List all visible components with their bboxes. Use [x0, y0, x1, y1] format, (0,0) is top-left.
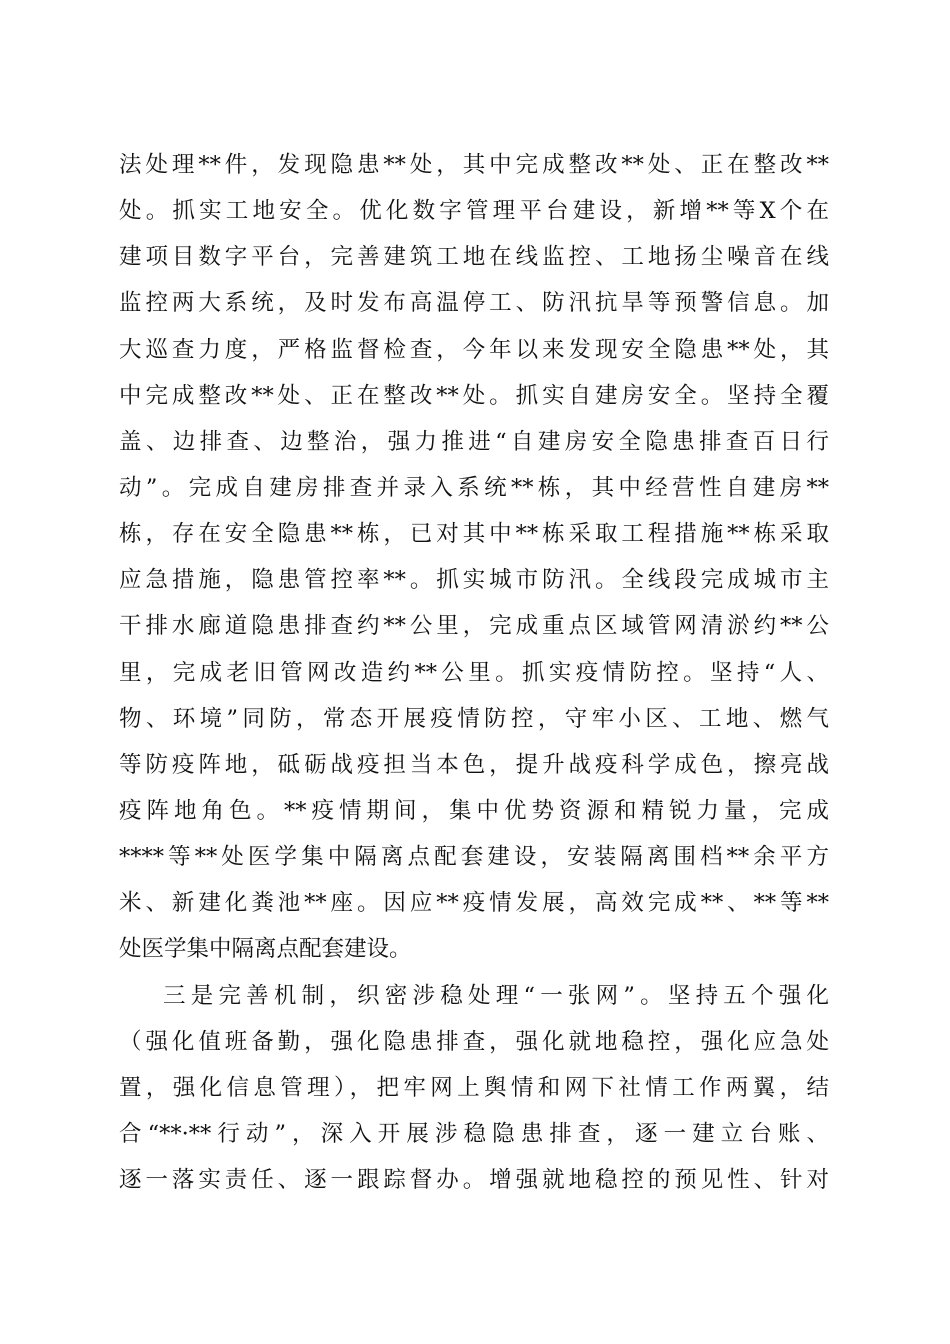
body-text — [119, 142, 829, 1203]
text-line-10: 应急措施，隐患管控率**。抓实城市防汛。全线段完成城市主 — [119, 567, 829, 594]
text-line-8: 动”。完成自建房排查并录入系统**栋，其中经营性自建房** — [119, 474, 829, 501]
text-line-12: 里，完成老旧管网改造约**公里。抓实疫情防控。坚持“人、 — [119, 659, 829, 686]
text-line-17: 米、新建化粪池**座。因应**疫情发展，高效完成**、**等** — [119, 890, 829, 917]
text-line-3: 建项目数字平台，完善建筑工地在线监控、工地扬尘噪音在线 — [119, 244, 829, 271]
text-line-14: 等防疫阵地，砥砺战疫担当本色，提升战疫科学成色，擦亮战 — [119, 751, 829, 778]
text-line-4: 监控两大系统，及时发布高温停工、防汛抗旱等预警信息。加 — [119, 290, 829, 317]
text-line-11: 干排水廊道隐患排查约**公里，完成重点区域管网清淤约**公 — [119, 613, 829, 640]
text-line-22: 合“**·**行动”，深入开展涉稳隐患排查，逐一建立台账、 — [119, 1120, 829, 1147]
text-line-7: 盖、边排查、边整治，强力推进“自建房安全隐患排查百日行 — [119, 428, 829, 455]
text-line-6: 中完成整改**处、正在整改**处。抓实自建房安全。坚持全覆 — [119, 382, 829, 409]
text-line-16: ****等**处医学集中隔离点配套建设，安装隔离围档**余平方 — [119, 844, 829, 871]
text-line-23: 逐一落实责任、逐一跟踪督办。增强就地稳控的预见性、针对 — [119, 1167, 829, 1194]
text-line-19: 三是完善机制，织密涉稳处理“一张网”。坚持五个强化 — [163, 982, 829, 1009]
text-line-20: （强化值班备勤，强化隐患排查，强化就地稳控，强化应急处 — [119, 1028, 829, 1055]
text-line-2: 处。抓实工地安全。优化数字管理平台建设，新增**等X个在 — [119, 198, 829, 225]
text-line-13: 物、环境”同防，常态开展疫情防控，守牢小区、工地、燃气 — [119, 705, 829, 732]
text-line-18: 处医学集中隔离点配套建设。 — [119, 936, 412, 963]
text-line-9: 栋，存在安全隐患**栋，已对其中**栋采取工程措施**栋采取 — [119, 521, 829, 548]
text-line-1: 法处理**件，发现隐患**处，其中完成整改**处、正在整改** — [119, 152, 829, 178]
text-line-21: 置，强化信息管理），把牢网上舆情和网下社情工作两翼，结 — [119, 1074, 829, 1101]
text-line-15: 疫阵地角色。**疫情期间，集中优势资源和精锐力量，完成 — [119, 797, 829, 824]
text-line-5: 大巡查力度，严格监督检查，今年以来发现安全隐患**处，其 — [119, 336, 829, 363]
